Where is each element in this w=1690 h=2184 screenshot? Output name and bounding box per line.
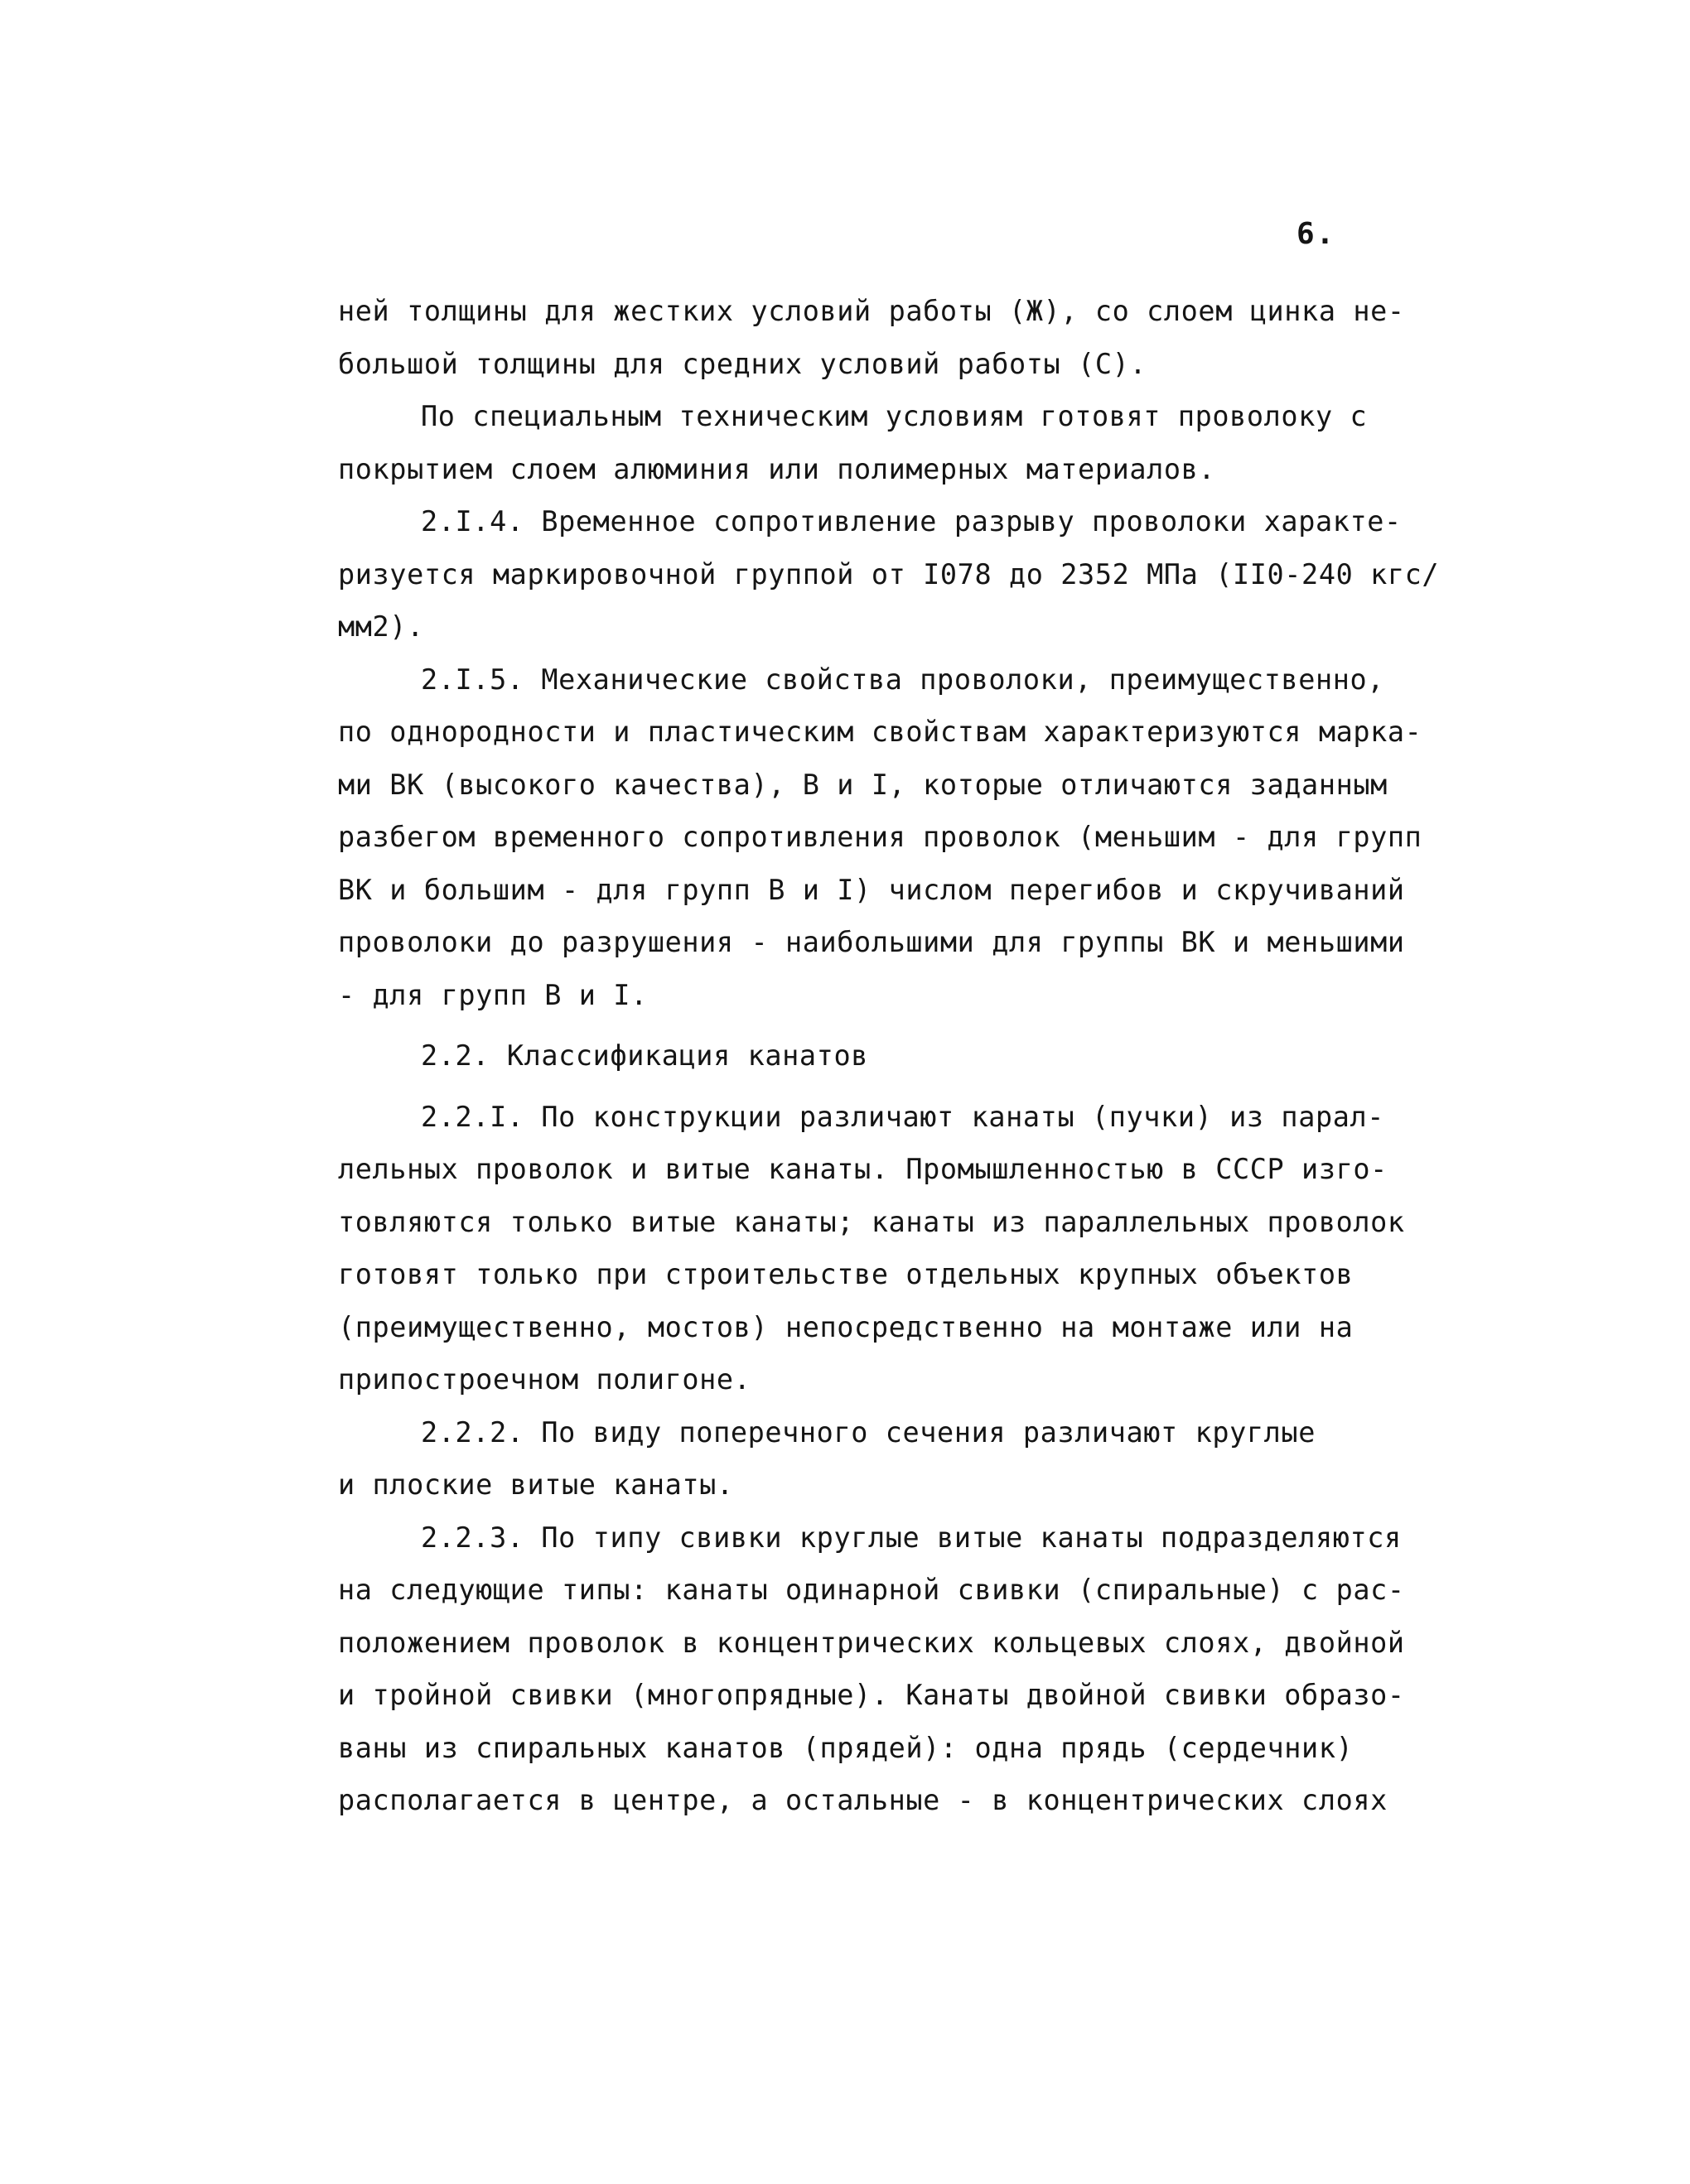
- page-number: 6.: [1296, 217, 1336, 251]
- text-line: ми ВК (высокого качества), В и I, которые отличаются заданным: [338, 768, 1388, 801]
- text-line: готовят только при строительстве отдельных крупных объектов: [338, 1258, 1354, 1290]
- text-line: располагается в центре, а остальные - в концентрических слоях: [338, 1784, 1388, 1816]
- text-line: проволоки до разрушения - наибольшими для группы ВК и меньшими: [338, 926, 1405, 958]
- text-line: ВК и большим - для групп В и I) числом перегибов и скручиваний: [338, 873, 1405, 906]
- paragraph-start: По специальным техническим условиям готовят проволоку с: [421, 400, 1368, 432]
- text-line: ней толщины для жестких условий работы (Ж), со слоем цинка не-: [338, 295, 1405, 327]
- paragraph-start-2-2-1: 2.2.I. По конструкции различают канаты (пучки) из парал-: [421, 1100, 1385, 1133]
- text-line: по однородности и пластическим свойствам характеризуются марка-: [338, 716, 1422, 748]
- text-line: (преимущественно, мостов) непосредственно на монтаже или на: [338, 1310, 1354, 1343]
- text-line: ризуется маркировочной группой от I078 до 2352 МПа (II0-240 кгс/: [338, 557, 1440, 591]
- text-line: ваны из спиральных канатов (прядей): одна прядь (сердечник): [338, 1731, 1354, 1764]
- body-text: [338, 285, 1440, 1827]
- paragraph-start-2-2-3: 2.2.3. По типу свивки круглые витые канаты подразделяются: [421, 1521, 1402, 1554]
- text-line: припостроечном полигоне.: [338, 1363, 751, 1396]
- paragraph-start-2-1-4: 2.I.4. Временное сопротивление разрыву проволоки характе-: [421, 505, 1402, 538]
- text-line: товляются только витые канаты; канаты из параллельных проволок: [338, 1205, 1405, 1238]
- text-line: - для групп В и I.: [338, 978, 648, 1011]
- text-line: покрытием слоем алюминия или полимерных материалов.: [338, 452, 1216, 485]
- text-line: положением проволок в концентрических кольцевых слоях, двойной: [338, 1626, 1405, 1659]
- text-line: разбегом временного сопротивления проволок (меньшим - для групп: [338, 821, 1422, 853]
- text-line: и тройной свивки (многопрядные). Канаты двойной свивки образо-: [338, 1679, 1405, 1711]
- text-line: мм2).: [338, 610, 424, 643]
- text-line: на следующие типы: канаты одинарной свивки (спиральные) с рас-: [338, 1574, 1405, 1606]
- text-line: и плоские витые канаты.: [338, 1468, 734, 1501]
- paragraph-start-2-2-2: 2.2.2. По виду поперечного сечения различают круглые: [421, 1415, 1316, 1449]
- text-line: большой толщины для средних условий работы (С).: [338, 347, 1147, 380]
- text-line: лельных проволок и витые канаты. Промышленностью в СССР изго-: [338, 1153, 1388, 1185]
- paragraph-start-2-1-5: 2.I.5. Механические свойства проволоки, преимущественно,: [421, 663, 1385, 696]
- section-heading: 2.2. Классификация канатов: [421, 1039, 868, 1072]
